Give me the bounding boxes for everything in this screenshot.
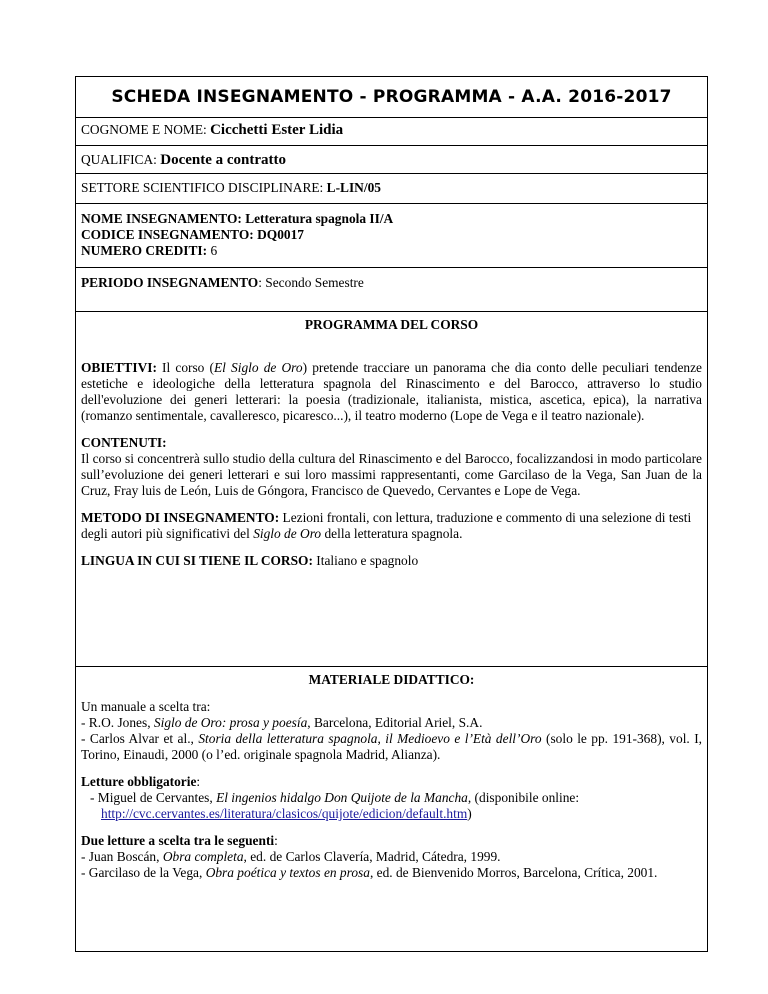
choice-1-author: - Juan Boscán,: [81, 849, 163, 864]
manual-2-pub: (solo le pp. 191-368), vol. I, Torino, Einaudi, 2000 (o l’ed. originale spagnola Madrid, Alianza).: [81, 731, 702, 762]
program-heading: PROGRAMMA DEL CORSO: [304, 317, 479, 332]
objectives-label: OBIETTIVI:: [81, 360, 157, 375]
period-value: : Secondo Semestre: [258, 275, 364, 290]
objectives-paragraph: [81, 360, 702, 424]
contents-label: [81, 435, 702, 451]
language-label: LINGUA IN CUI SI TIENE IL CORSO:: [81, 553, 313, 568]
method-text-2: della letteratura spagnola.: [321, 526, 463, 541]
teacher-label: COGNOME E NOME:: [81, 122, 207, 137]
course-name-line: [81, 211, 702, 227]
course-code-value: DQ0017: [257, 227, 304, 242]
choice-label-text: Due letture a scelta tra le seguenti: [81, 833, 275, 848]
choice-item-1: [81, 849, 702, 865]
sheet-title: SCHEDA INSEGNAMENTO - PROGRAMMA - A.A. 2016-2017: [76, 77, 707, 118]
choice-item-2: [81, 865, 702, 881]
course-credits-label: NUMERO CREDITI:: [81, 243, 208, 258]
contents-label-text: CONTENUTI:: [81, 435, 167, 450]
course-credits-line: [81, 243, 702, 259]
material-heading: MATERIALE DIDATTICO:: [308, 672, 475, 687]
course-name-label: NOME INSEGNAMENTO:: [81, 211, 242, 226]
manual-2-sep: ,: [377, 731, 386, 746]
material-section: [76, 667, 707, 951]
program-section: [76, 312, 707, 667]
choice-2-pub: , ed. de Bienvenido Morros, Barcelona, Crítica, 2001.: [369, 865, 658, 880]
qualification-value: Docente a contratto: [160, 152, 287, 168]
manual-1-pub: , Barcelona, Editorial Ariel, S.A.: [307, 715, 483, 730]
required-author: - Miguel de Cervantes,: [90, 790, 217, 805]
objectives-text-2: ) pretende tracciare un panorama che dia conto delle peculiari tendenze estetiche e ideologiche della letteratura spagnola del Rinascimento e del Barocco, attraverso lo studio dell'evoluzione dei generi letterari: la poesia (tradizionale, italianista, mistica, ascetica, epica), la narrativa (romanzo sentimentale, cavalleresco, picaresco...), il teatro moderno (Lope de Vega e il teatro nazionale).: [81, 360, 702, 423]
sector-value: L-LIN/05: [326, 180, 381, 195]
manual-item-1: [81, 715, 702, 731]
material-intro: Un manuale a scelta tra:: [81, 699, 211, 714]
manual-2-title: Storia della letteratura spagnola: [198, 731, 378, 746]
teacher-value: Cicchetti Ester Lidia: [210, 122, 344, 138]
method-paragraph: [81, 510, 702, 542]
course-code-line: [81, 227, 702, 243]
manual-1-author: - R.O. Jones,: [81, 715, 154, 730]
period-label: PERIODO INSEGNAMENTO: [81, 275, 259, 290]
manual-2-author: - Carlos Alvar et al.,: [81, 731, 199, 746]
course-sheet-table: [75, 76, 708, 952]
required-title: El ingenios hidalgo Don Quijote de la Mancha: [216, 790, 468, 805]
sector-label: SETTORE SCIENTIFICO DISCIPLINARE:: [81, 180, 324, 195]
required-label: [81, 774, 702, 790]
method-title: Siglo de Oro: [253, 526, 322, 541]
course-code-label: CODICE INSEGNAMENTO:: [81, 227, 254, 242]
objectives-title: El Siglo de Oro: [214, 360, 303, 375]
required-label-text: Letture obbligatorie: [81, 774, 197, 789]
contents-text: Il corso si concentrerà sullo studio della cultura del Rinascimento e del Barocco, focalizzandosi in modo particolare sull’evoluzione dei generi letterari e sui loro massimi rappresentanti, come Garcilaso de la Vega, San Juan de la Cruz, Fray luis de León, Luis de Góngora, Francisco de Quevedo, Cervantes e Lope de Vega.: [81, 451, 702, 498]
language-paragraph: [81, 553, 702, 569]
required-colon: :: [196, 774, 201, 789]
course-name-value: Letteratura spagnola II/A: [245, 211, 394, 226]
manual-1-title: Siglo de Oro: prosa y poesía: [153, 715, 308, 730]
choice-2-title: Obra poética y textos en prosa: [205, 865, 370, 880]
choice-1-title: Obra completa: [162, 849, 244, 864]
required-item: [81, 790, 702, 806]
language-value: Italiano e spagnolo: [312, 553, 419, 568]
qualification-row: [76, 146, 707, 174]
method-label: METODO DI INSEGNAMENTO:: [81, 510, 280, 525]
manual-2-subtitle: il Medioevo e l’Età dell’Oro: [385, 731, 542, 746]
course-info-row: [76, 204, 707, 268]
quijote-link[interactable]: http://cvc.cervantes.es/literatura/clasicos/quijote/edicion/default.htm: [101, 806, 468, 821]
choice-colon: :: [274, 833, 278, 848]
required-availability: , (disponibile online:: [467, 790, 580, 805]
method-text-1: Lezioni frontali, con lettura, traduzione e commento di una selezione di testi degli autori più significativi del: [81, 510, 692, 541]
choice-label: [81, 833, 702, 849]
period-row: [76, 268, 707, 312]
objectives-text-1: Il corso (: [156, 360, 214, 375]
choice-2-author: - Garcilaso de la Vega,: [81, 865, 206, 880]
course-credits-value: 6: [210, 243, 218, 258]
qualification-label: QUALIFICA:: [81, 152, 157, 167]
choice-1-pub: , ed. de Carlos Clavería, Madrid, Cátedra, 1999.: [243, 849, 501, 864]
required-close: ): [467, 806, 472, 821]
sector-row: [76, 174, 707, 204]
teacher-row: [76, 118, 707, 146]
manual-item-2: [81, 731, 702, 763]
required-link-line: [81, 806, 702, 822]
